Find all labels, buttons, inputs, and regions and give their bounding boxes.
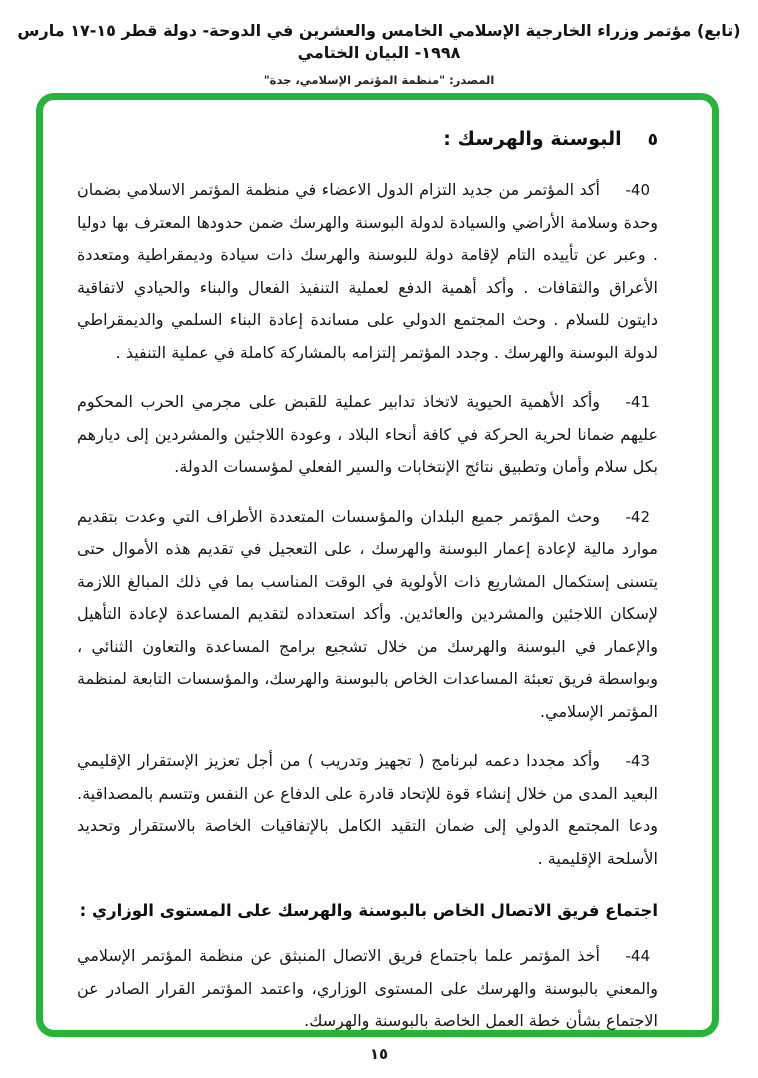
document-title: (تابع) مؤتمر وزراء الخارجية الإسلامي الخامس والعشرين في الدوحة- دولة قطر ١٥-١٧ مارس ١٩٩٨- البيان الختامي	[17, 21, 741, 62]
numbered-paragraph-41	[77, 386, 658, 484]
page-header	[0, 20, 758, 87]
numbered-paragraph-40	[77, 174, 658, 369]
paragraph-number: 40-	[625, 181, 650, 199]
numbered-paragraph-42	[77, 501, 658, 729]
numbered-paragraph-44	[77, 940, 658, 1037]
paragraph-number: 41-	[625, 393, 650, 411]
content-frame	[36, 93, 719, 1037]
section-marker: ٥	[647, 130, 658, 150]
document-source-line: المصدر: "منظمة المؤتمر الإسلامي، جدة"	[263, 73, 495, 87]
paragraph-number: 42-	[625, 507, 650, 526]
paragraph-text: وأكد مجددا دعمه لبرنامج ( تجهيز وتدريب ) من أجل تعزيز الإستقرار الإقليمي البعيد المدى من خلال إنشاء قوة للإتحاد قادرة على الدفاع عن النفس وتتسم بالمصداقية. ودعا المجتمع الدولي إلى ضمان التقيد الكامل بالإتفاقيات الخاصة بالاستقرار وتحديد الأسلحة الإقليمية .	[77, 751, 658, 868]
paragraph-text: أخذ المؤتمر علما باجتماع فريق الاتصال المنبثق عن منظمة المؤتمر الإسلامي والمعني بالبوسنة والهرسك على المستوى الوزاري، واعتمد المؤتمر القرار الصادر عن الاجتماع بشأن خطة العمل الخاصة بالبوسنة والهرسك.	[77, 946, 658, 1030]
paragraph-number: 44-	[625, 947, 650, 965]
numbered-paragraph-43	[77, 745, 658, 875]
paragraph-text: وأكد الأهمية الحيوية لاتخاذ تدابير عملية للقبض على مجرمي الحرب المحكوم عليهم ضمانا لحرية الحركة في كافة أنحاء البلاد ، وعودة اللاجئين والمشردين إلى ديارهم بكل سلام وأمان وتطبيق نتائج الإنتخابات والسير الفعلي لمؤسسات الدولة.	[77, 392, 658, 476]
paragraph-text: أكد المؤتمر من جديد التزام الدول الاعضاء في منظمة المؤتمر الاسلامي بضمان وحدة وسلامة الأراضي والسيادة لدولة البوسنة والهرسك ضمن حدودها المعترف بها دوليا . وعبر عن تأييده التام لإقامة دولة للبوسنة والهرسك ذات سيادة وديمقراطية ومتعددة الأعراق والثقافات . وأكد أهمية الدفع لعملية التنفيذ الفعال والبناء والحيادي لاتفاقية دايتون للسلام . وحث المجتمع الدولي على مساندة إعادة البناء السلمي والديمقراطي لدولة البوسنة والهرسك . وجدد المؤتمر إلتزامه بالمشاركة كاملة في عملية التنفيذ .	[77, 180, 658, 362]
section-heading	[77, 128, 658, 150]
paragraph-number: 43-	[625, 752, 650, 770]
subsection-heading: اجتماع فريق الاتصال الخاص بالبوسنة والهرسك على المستوى الوزاري :	[79, 901, 658, 920]
section-title: البوسنة والهرسك :	[443, 128, 622, 150]
page-number: ١٥	[369, 1045, 389, 1063]
paragraph-text: وحث المؤتمر جميع البلدان والمؤسسات المتعددة الأطراف التي وعدت بتقديم موارد مالية لإعادة إعمار البوسنة والهرسك ، على التعجيل في تقديم هذه الأموال حتى يتسنى إستكمال المشاريع ذات الأولوية في الوقت المناسب بما في ذلك المبالغ اللازمة لإسكان اللاجئين والمشردين والعائدين. وأكد استعداده لتقديم المساعدة لإعادة التأهيل والإعمار في البوسنة والهرسك من خلال تشجيع برامج المساعدة والتعاون الثنائي ، وبواسطة فريق تعبئة المساعدات الخاص بالبوسنة والهرسك، والمؤسسات التابعة لمنظمة المؤتمر الإسلامي.	[77, 506, 658, 721]
